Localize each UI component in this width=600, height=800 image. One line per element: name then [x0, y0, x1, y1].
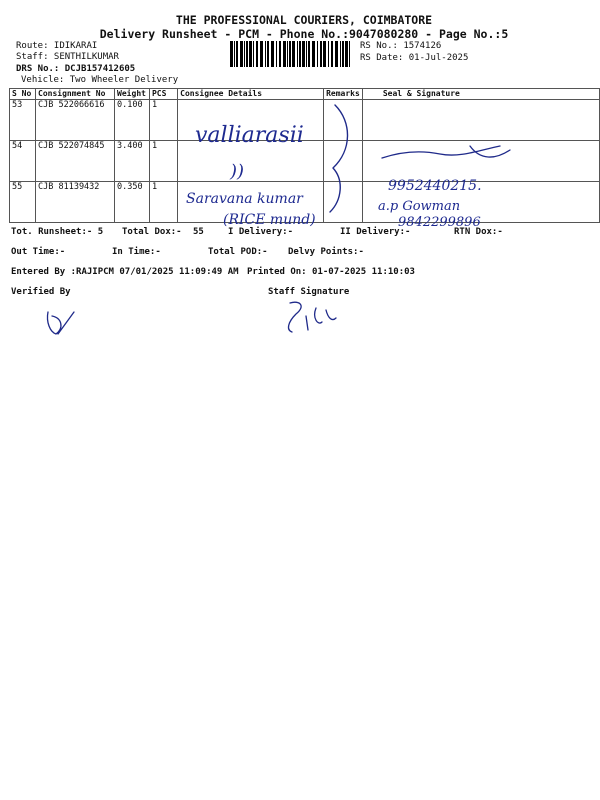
delvy-points: Delvy Points:- [288, 247, 364, 257]
rtn-dox: RTN Dox:- [454, 227, 503, 237]
handwritten-ditto: )) [230, 161, 245, 182]
cell-sno: 53 [10, 100, 36, 141]
ii-delivery: II Delivery:- [340, 227, 411, 237]
in-time: In Time:- [112, 247, 161, 257]
cell-weight: 3.400 [115, 141, 150, 182]
drs-number: DRS No.: DCJB157412605 [16, 64, 136, 74]
total-dox-label: Total Dox:- [122, 227, 182, 237]
staff-signature-mark [289, 302, 336, 332]
col-consignment: Consignment No [36, 89, 115, 100]
handwritten-consignee-3a: Saravana kumar [186, 191, 303, 207]
signature-stroke [382, 146, 510, 158]
handwritten-name: a.p Gowman [378, 199, 461, 214]
cell-pcs: 1 [149, 100, 177, 141]
cell-sno: 55 [10, 182, 36, 223]
cell-weight: 0.100 [115, 100, 150, 141]
route-label: Route: IDIKARAI [16, 41, 98, 51]
col-pcs: PCS [149, 89, 177, 100]
cell-pcs: 1 [149, 182, 177, 223]
cell-sno: 54 [10, 141, 36, 182]
verified-by: Verified By [11, 287, 71, 297]
handwritten-phone-1: 9952440215. [388, 178, 482, 194]
staff-signature-label: Staff Signature [268, 287, 350, 297]
handwritten-consignee-3b: (RICE mund) [223, 212, 316, 228]
total-pod: Total POD:- [208, 247, 268, 257]
cell-consignment: CJB 81139432 [36, 182, 115, 223]
rs-number: RS No.: 1574126 [360, 41, 442, 51]
tot-runsheet: Tot. Runsheet:- 5 [11, 227, 104, 237]
cell-pcs: 1 [149, 141, 177, 182]
col-remarks: Remarks [324, 89, 363, 100]
total-dox-value: 55 [193, 227, 204, 237]
col-weight: Weight [115, 89, 150, 100]
col-sno: S No [10, 89, 36, 100]
out-time: Out Time:- [11, 247, 66, 257]
cell-consignment: CJB 522066616 [36, 100, 115, 141]
entered-by: Entered By :RAJIPCM 07/01/2025 11:09:49 AM [11, 267, 239, 277]
handwritten-phone-2: 9842299896 [398, 215, 481, 230]
printed-on: Printed On: 01-07-2025 11:10:03 [247, 267, 415, 277]
handwritten-consignee-1: valliarasii [195, 123, 304, 148]
i-delivery: I Delivery:- [228, 227, 294, 237]
company-title: THE PROFESSIONAL COURIERS, COIMBATORE [175, 13, 433, 27]
vehicle-label: Vehicle: Two Wheeler Delivery [21, 75, 179, 85]
col-consignee: Consignee Details [178, 89, 324, 100]
staff-label: Staff: SENTHILKUMAR [16, 52, 119, 62]
bracket-stroke [330, 105, 348, 212]
verifier-signature [47, 312, 74, 334]
runsheet-subtitle: Delivery Runsheet - PCM - Phone No.:9047080280 - Page No.:5 [99, 27, 509, 41]
cell-weight: 0.350 [115, 182, 150, 223]
rs-date: RS Date: 01-Jul-2025 [360, 53, 469, 63]
cell-consignment: CJB 522074845 [36, 141, 115, 182]
col-seal: Seal & Signature [362, 89, 599, 100]
